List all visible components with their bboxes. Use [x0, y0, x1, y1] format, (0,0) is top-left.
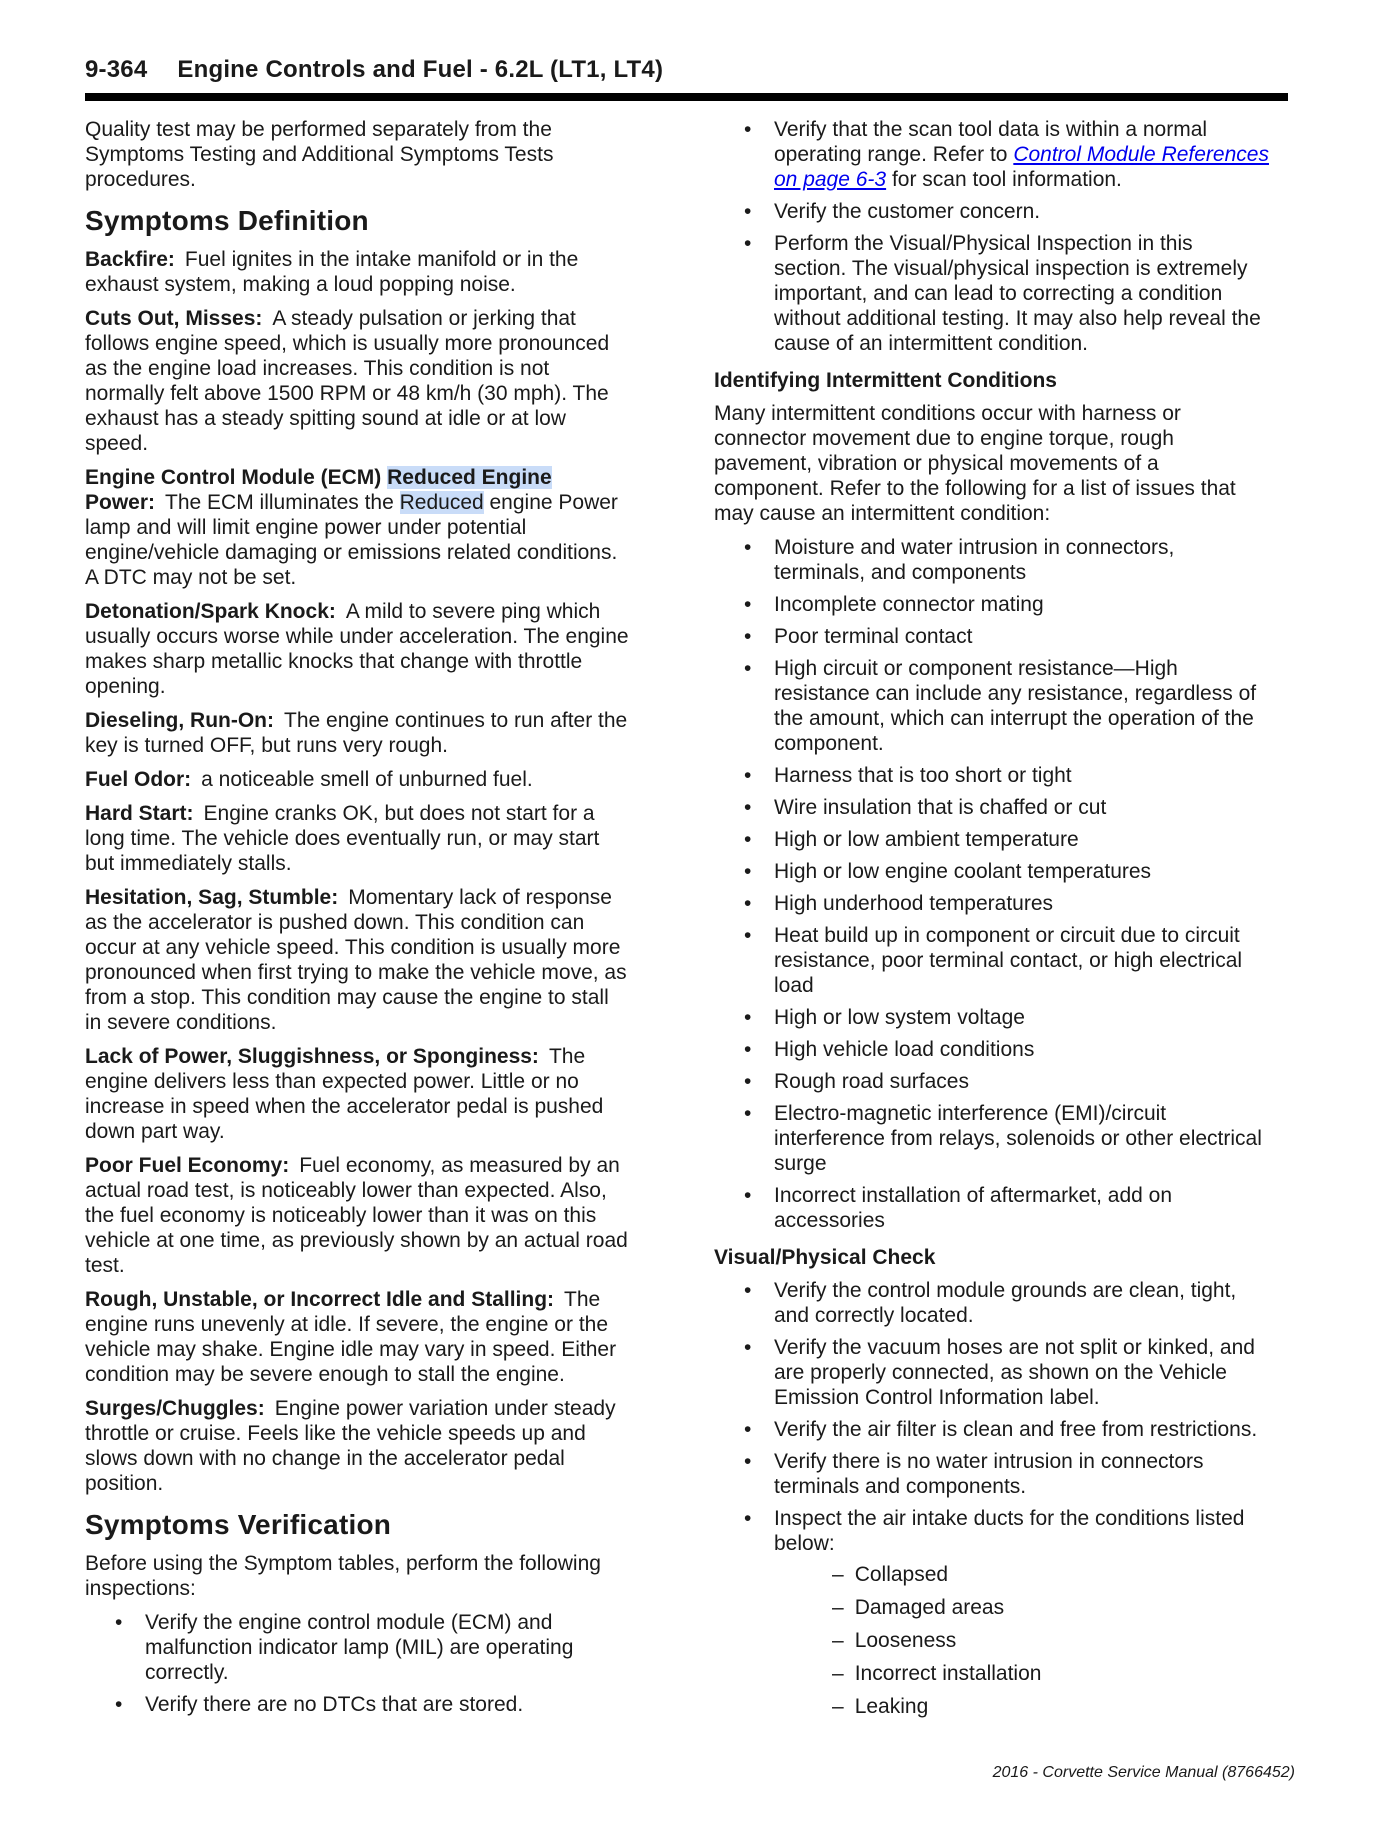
list-item: • Verify that the scan tool data is within a normal operating range. Refer to Control Module References on page 6-3 for scan tool information. [714, 117, 1270, 192]
symptom-definition [85, 1396, 630, 1496]
definition-term: Hard Start: [85, 802, 194, 825]
sub-list-item [774, 1694, 1270, 1719]
symptoms-verification-heading: Symptoms Verification [85, 1509, 392, 1540]
list-item: • Verify the control module grounds are clean, tight, and correctly located. [714, 1278, 1270, 1328]
symptom-definition [85, 708, 630, 758]
air-intake-conditions [774, 1562, 1270, 1719]
intro-paragraph: Quality test may be performed separately from the Symptoms Testing and Additional Symptoms Tests procedures. [85, 118, 554, 191]
definition-term: Poor Fuel Economy: [85, 1154, 290, 1177]
definition-text: The ECM illuminates the Reduced engine Power lamp and will limit engine power under potential engine/vehicle damaging or emissions related conditions. A DTC may not be set. [85, 491, 618, 589]
list-item: • Verify the vacuum hoses are not split or kinked, and are properly connected, as shown on the Vehicle Emission Control Information label. [714, 1335, 1270, 1410]
scan-tool-checklist [714, 117, 1270, 356]
symptom-definition [85, 1287, 630, 1387]
page-header [85, 56, 1288, 101]
dash-marker: – [832, 1695, 844, 1718]
definitions-group-b [85, 599, 630, 1496]
symptom-definition [85, 885, 630, 1035]
list-item: • High or low ambient temperature [714, 827, 1270, 852]
definition-text: a noticeable smell of unburned fuel. [201, 768, 533, 791]
visual-check-list [714, 1278, 1270, 1499]
symptom-definition [85, 801, 630, 876]
list-item: • Verify there is no water intrusion in connectors terminals and components. [714, 1449, 1270, 1499]
definition-text: A steady pulsation or jerking that follows engine speed, which is usually more pronounced as the engine load increases. This condition is not normally felt above 1500 RPM or 48 km/h (30 mph). The exhaust has a steady spitting sound at idle or at low speed. [85, 307, 610, 455]
list-item: • Incomplete connector mating [714, 592, 1270, 617]
list-item: • High circuit or component resistance—High resistance can include any resistance, regardless of the amount, which can interrupt the operation of the component. [714, 656, 1270, 756]
search-highlight: Reduced Engine [387, 466, 552, 489]
list-item: • Verify there are no DTCs that are stored. [85, 1692, 630, 1717]
verification-intro: Before using the Symptom tables, perform the following inspections: [85, 1552, 601, 1600]
intermittent-intro: Many intermittent conditions occur with harness or connector movement due to engine torque, rough pavement, vibration or physical movements of a component. Refer to the following for a list of issues that may cause an intermittent condition: [714, 402, 1236, 525]
page-title: Engine Controls and Fuel - 6.2L (LT1, LT4) [177, 56, 664, 83]
header-line [85, 56, 1288, 84]
list-item: • High or low engine coolant temperatures [714, 859, 1270, 884]
list-item [714, 1506, 1270, 1719]
control-module-references-link[interactable]: Control Module References on page 6-3 [774, 143, 1269, 191]
list-item: • Moisture and water intrusion in connectors, terminals, and components [714, 535, 1270, 585]
definition-text: Engine power variation under steady throttle or cruise. Feels like the vehicle speeds up and slows down with no change in the accelerator pedal position. [85, 1397, 616, 1495]
definition-term: Lack of Power, Sluggishness, or Sponginess: [85, 1045, 539, 1068]
list-item: • High vehicle load conditions [714, 1037, 1270, 1062]
sub-list-item-label: Collapsed [854, 1563, 949, 1586]
header-rule [85, 93, 1288, 101]
identifying-intermittent-conditions-heading: Identifying Intermittent Conditions [714, 369, 1057, 392]
air-intake-inspect-list [714, 1506, 1270, 1719]
symptom-definition [85, 306, 630, 456]
symptom-definition [85, 1044, 630, 1144]
definition-text: A mild to severe ping which usually occurs worse while under acceleration. The engine makes sharp metallic knocks that change with throttle opening. [85, 600, 629, 698]
definition-term: Hesitation, Sag, Stumble: [85, 886, 339, 909]
sub-list-item [774, 1628, 1270, 1653]
dash-marker: – [832, 1629, 844, 1652]
list-item: • Poor terminal contact [714, 624, 1270, 649]
symptoms-definition-heading: Symptoms Definition [85, 205, 369, 236]
list-item: • Verify the customer concern. [714, 199, 1270, 224]
footer-text: 2016 - Corvette Service Manual (8766452) [992, 1764, 1295, 1781]
list-item: • High underhood temperatures [714, 891, 1270, 916]
sub-list-item-label: Leaking [854, 1695, 929, 1718]
definitions-group-a [85, 247, 630, 456]
symptom-definition [85, 247, 630, 297]
definition-term: Dieseling, Run-On: [85, 709, 274, 732]
definition-text: The engine continues to run after the key is turned OFF, but runs very rough. [85, 709, 628, 757]
list-item: • Verify the air filter is clean and free from restrictions. [714, 1417, 1270, 1442]
symptom-definition-ecm [85, 465, 630, 590]
definition-text: The engine delivers less than expected power. Little or no increase in speed when the accelerator pedal is pushed down part way. [85, 1045, 604, 1143]
right-column [714, 117, 1270, 1727]
sub-list-item-label: Damaged areas [854, 1596, 1005, 1619]
list-item: • Electro-magnetic interference (EMI)/circuit interference from relays, solenoids or other electrical surge [714, 1101, 1270, 1176]
sub-list-item-label: Incorrect installation [854, 1662, 1042, 1685]
dash-marker: – [832, 1596, 844, 1619]
definition-term: Engine Control Module (ECM) Reduced Engine Power: [85, 466, 552, 514]
list-item: • Verify the engine control module (ECM) and malfunction indicator lamp (MIL) are operating correctly. [85, 1610, 630, 1685]
dash-marker: – [832, 1662, 844, 1685]
sub-list-item [774, 1661, 1270, 1686]
list-item: • Rough road surfaces [714, 1069, 1270, 1094]
list-item: • Incorrect installation of aftermarket, add on accessories [714, 1183, 1270, 1233]
definition-term: Detonation/Spark Knock: [85, 600, 336, 623]
symptom-definition [85, 767, 630, 792]
intermittent-causes-list [714, 535, 1270, 1233]
dash-marker: – [832, 1563, 844, 1586]
page-number: 9-364 [85, 56, 148, 83]
definition-text: Fuel ignites in the intake manifold or in the exhaust system, making a loud popping noise. [85, 248, 579, 296]
left-column [85, 117, 630, 1727]
symptom-definition [85, 1153, 630, 1278]
symptom-definition [85, 599, 630, 699]
definition-text: Engine cranks OK, but does not start for a long time. The vehicle does eventually run, or may start but immediately stalls. [85, 802, 600, 875]
list-item: • Perform the Visual/Physical Inspection in this section. The visual/physical inspection is extremely important, and can lead to correcting a condition without additional testing. It may also help reveal the cause of an intermittent condition. [714, 231, 1270, 356]
sub-list-item-label: Looseness [854, 1629, 957, 1652]
list-item: • High or low system voltage [714, 1005, 1270, 1030]
content-columns [85, 117, 1398, 1727]
list-item: • Heat build up in component or circuit due to circuit resistance, poor terminal contact, or high electrical load [714, 923, 1270, 998]
visual-physical-check-heading: Visual/Physical Check [714, 1246, 936, 1269]
definition-text: Momentary lack of response as the accelerator is pushed down. This condition can occur at any vehicle speed. This condition is usually more pronounced when first trying to make the vehicle move, as from a stop. This condition may cause the engine to stall in severe conditions. [85, 886, 627, 1034]
definition-term: Surges/Chuggles: [85, 1397, 265, 1420]
inspect-intro: Inspect the air intake ducts for the conditions listed below: [774, 1507, 1245, 1555]
definition-term: Rough, Unstable, or Incorrect Idle and Stalling: [85, 1288, 555, 1311]
definition-term: Fuel Odor: [85, 768, 192, 791]
sub-list-item [774, 1595, 1270, 1620]
definition-term: Backfire: [85, 248, 175, 271]
definition-term: Cuts Out, Misses: [85, 307, 263, 330]
definition-text: Fuel economy, as measured by an actual road test, is noticeably lower than expected. Also, the fuel economy is noticeably lower than it was on this vehicle at one time, as previously shown by an actual road test. [85, 1154, 628, 1277]
definition-text: The engine runs unevenly at idle. If severe, the engine or the vehicle may shake. Engine idle may vary in speed. Either condition may be severe enough to stall the engine. [85, 1288, 617, 1386]
search-highlight: Reduced [399, 491, 484, 514]
list-item: • Wire insulation that is chaffed or cut [714, 795, 1270, 820]
list-item: • Harness that is too short or tight [714, 763, 1270, 788]
sub-list-item [774, 1562, 1270, 1587]
verification-list [85, 1610, 630, 1717]
